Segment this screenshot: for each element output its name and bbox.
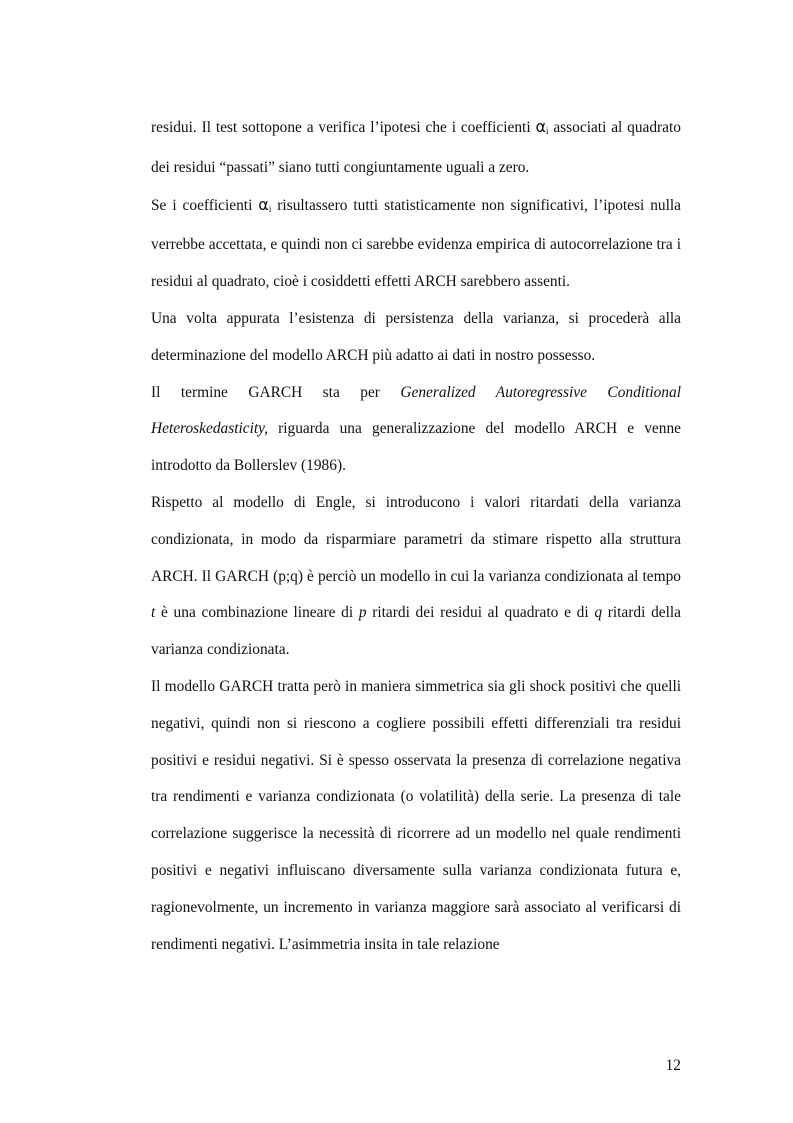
alpha-symbol: α [258, 194, 269, 214]
text-run: associati al quadrato dei residui “passati” siano tutti congiuntamente uguali a zero. [151, 119, 681, 176]
text-run: Il termine GARCH sta per [151, 383, 401, 401]
body-text [151, 109, 681, 963]
text-run: riguarda una generalizzazione del modello ARCH e venne introdotto da Bollerslev (1986). [151, 420, 681, 475]
paragraph-garch-definition [151, 375, 681, 485]
text-run: ritardi della varianza condizionata. [151, 604, 681, 659]
garch-acronym-expansion: Generalized Autoregressive Conditional Heteroskedasticity, [151, 383, 681, 438]
alpha-symbol: α [535, 117, 546, 136]
variable-q: q [594, 604, 603, 622]
paragraph-engle-comparison [151, 485, 681, 669]
variable-p: p [358, 604, 367, 622]
text-run: è una combinazione lineare di [155, 604, 359, 622]
paragraph-persistence: Una volta appurata l’esistenza di persistenza della varianza, si procederà alla determinazione del modello ARCH più adatto ai dati in nostro possesso. [151, 309, 681, 364]
paragraph-arch-test [151, 109, 681, 187]
page-number: 12 [665, 1057, 681, 1074]
alpha-subscript: i [268, 203, 272, 214]
text-run: residui. Il test sottopone a verifica l’ipotesi che i coefficienti [151, 119, 536, 136]
text-run: Rispetto al modello di Engle, si introducono i valori ritardati della varianza condizionata, in modo da risparmiare parametri da stimare rispetto alla struttura ARCH. Il GARCH (p;q) è perciò un modello in cui la varianza condizionata al tempo [151, 493, 681, 585]
variable-t: t [151, 604, 156, 622]
paragraph-coefficients [151, 187, 681, 301]
text-run: risultassero tutti statisticamente non significativi, l’ipotesi nulla verrebbe accettata, e quindi non ci sarebbe evidenza empirica di autocorrelazione tra i residui al quadrato, cioè i cosiddetti effetti ARCH sarebbero assenti. [151, 196, 681, 291]
paragraph-asymmetry: Il modello GARCH tratta però in maniera simmetrica sia gli shock positivi che quelli negativi, quindi non si riescono a cogliere possibili effetti differenziali tra residui positivi e residui negativi. Si è spesso osservata la presenza di correlazione negativa tra rendimenti e varianza condizionata (o volatilità) della serie. La presenza di tale correlazione suggerisce la necessità di ricorrere ad un modello nel quale rendimenti positivi e negativi influiscano diversamente sulla varianza condizionata futura e, ragionevolmente, un incremento in varianza maggiore sarà associato al verificarsi di rendimenti negativi. L’asimmetria insita in tale relazione [151, 677, 681, 953]
alpha-subscript: i [546, 126, 549, 136]
text-run: Se i coefficienti [151, 196, 259, 214]
text-run: ritardi dei residui al quadrato e di [366, 604, 595, 622]
